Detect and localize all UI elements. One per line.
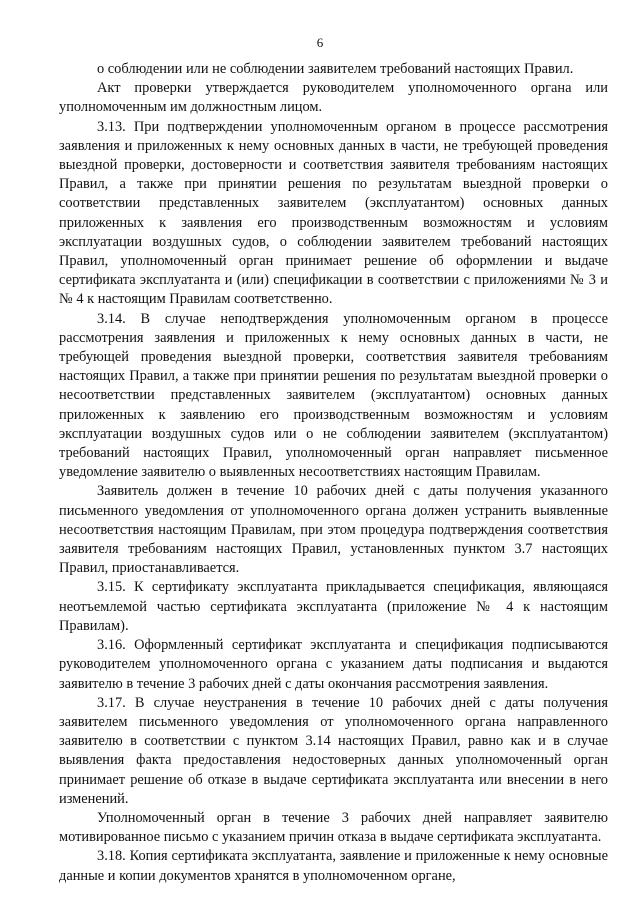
document-body: [59, 60, 608, 886]
paragraph-1-continuation: о соблюдении или не соблюдении заявителем требований настоящих Правил.: [97, 61, 574, 77]
paragraph-act-approval: Акт проверки утверждается руководителем уполномоченного органа или уполномоченным им должностным лицом.: [59, 80, 608, 116]
paragraph-refusal-letter: Уполномоченный орган в течение 3 рабочих дней направляет заявителю мотивированное письмо с указанием причин отказа в выдаче сертификата эксплуатанта.: [59, 809, 608, 846]
paragraph-3-13: 3.13. При подтверждении уполномоченным органом в процессе рассмотрения заявления и приложенных к нему основных данных в части, не требующей проведения выездной проверки, достоверности и соответствия заявителя требованиям настоящих Правил, а также при принятии решения по результатам выездной проверки о соответствии представленных заявителем (эксплуатантом) основных данных приложенных к заявления его производственным возможностям и условиям эксплуатации воздушных судов, о соблюдении заявителем требований настоящих Правил, уполномоченный орган принимает решение об оформлении и выдаче сертификата эксплуатанта и (или) спецификации в соответствии с приложениями № 3 и № 4 к настоящим Правилам соответственно.: [59, 118, 608, 308]
paragraph-3-14: 3.14. В случае неподтверждения уполномоченным органом в процессе рассмотрения заявления и приложенных к нему основных данных в части, не требующей проведения выездной проверки, соответствия заявителя требованиям настоящих Правил, а также при принятии решения по результатам выездной проверки о несоответствии представленных заявителем (эксплуатантом) основных данных приложенных к заявлению его производственным возможностям и условиям эксплуатации воздушных судов или о не соблюдении заявителем (эксплуатантом) требований настоящих Правил, уполномоченный орган направляет письменное уведомление заявителю о выявленных несоответствиях настоящим Правилам.: [59, 310, 608, 481]
paragraph-3-16: 3.16. Оформленный сертификат эксплуатанта и спецификация подписываются руководителем уполномоченного органа с указанием даты подписания и выдаются заявителю в течение 3 рабочих дней с даты окончания рассмотрения заявления.: [59, 637, 608, 692]
paragraph-applicant-obligation: Заявитель должен в течение 10 рабочих дней с даты получения указанного письменного уведомления от уполномоченного органа должен устранить выявленные несоответствия настоящим Правилам, при этом процедура подтверждения соответствия заявителя требованиям настоящих Правил, установленных пунктом 3.7 настоящих Правил, приостанавливается.: [59, 483, 608, 577]
paragraph-3-15: 3.15. К сертификату эксплуатанта прикладывается спецификация, являющаяся неотъемлемой частью сертификата эксплуатанта (приложение № 4 к настоящим Правилам).: [59, 579, 608, 634]
paragraph-3-17: 3.17. В случае неустранения в течение 10 рабочих дней с даты получения заявителем письменного уведомления от уполномоченного органа направленного заявителю в соответствии с пунктом 3.14 настоящих Правил, равно как и в случае выявления факта предоставления недостоверных данных уполномоченный орган принимает решение об отказе в выдаче сертификата эксплуатанта или внесении в него изменений.: [59, 694, 608, 807]
paragraph-3-18: 3.18. Копия сертификата эксплуатанта, заявление и приложенные к нему основные данные и копии документов хранятся в уполномоченном органе,: [59, 848, 608, 884]
page-number: 6: [316, 35, 324, 50]
